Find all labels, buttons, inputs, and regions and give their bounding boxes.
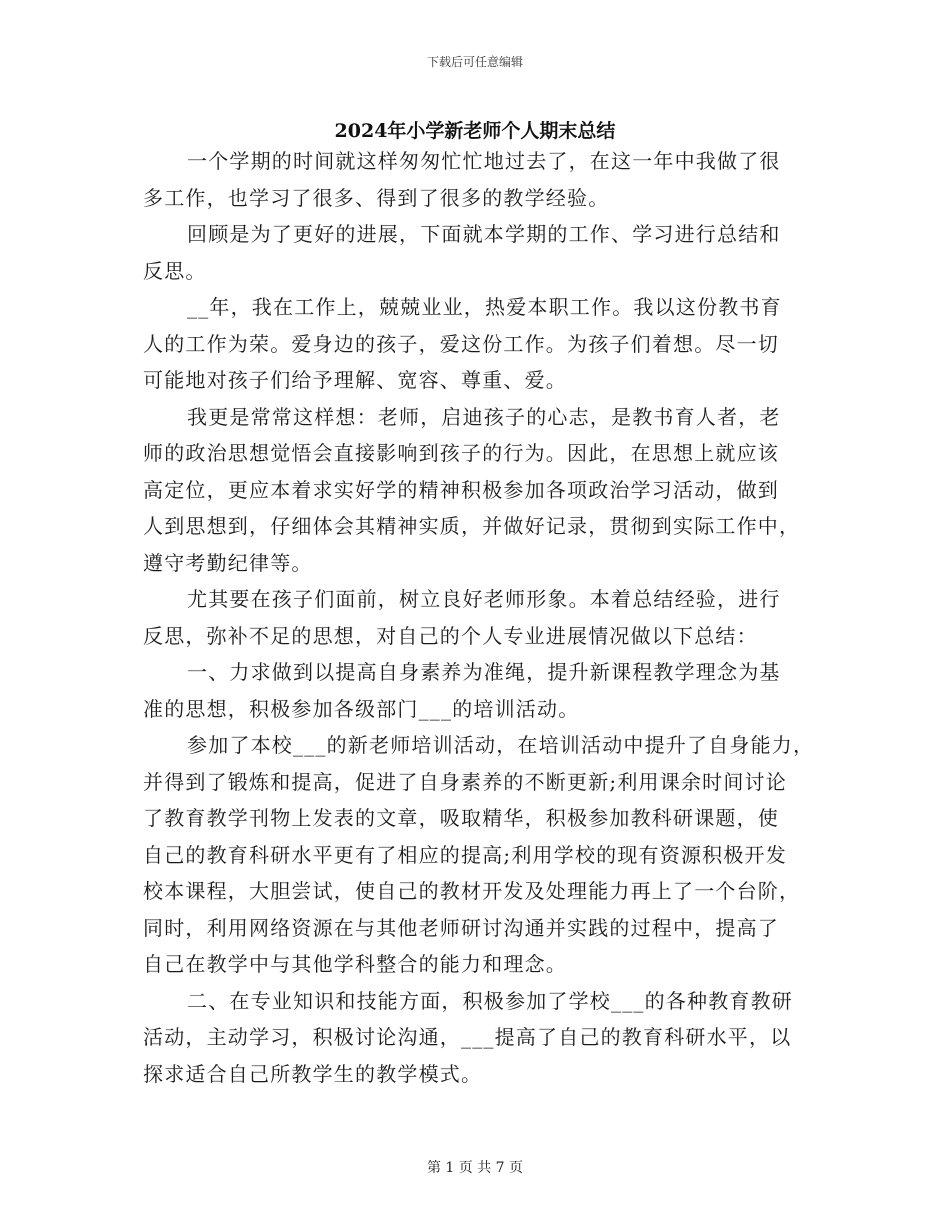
paragraph-line: 可能地对孩子们给予理解、宽容、尊重、爱。	[143, 368, 567, 392]
paragraph-line: 自己的教育科研水平更有了相应的提高;利用学校的现有资源积极开发	[143, 842, 787, 867]
paragraph-line: 师的政治思想觉悟会直接影响到孩子的行为。因此，在思想上就应该	[143, 441, 779, 465]
paragraph-line: 反思。	[143, 258, 207, 283]
paragraph-line: 反思，弥补不足的思想，对自己的个人专业进展情况做以下总结：	[143, 623, 758, 648]
paragraph-line: 探求适合自己所教学生的教学模式。	[143, 1061, 483, 1086]
document-title: 2024年小学新老师个人期末总结	[334, 120, 616, 142]
paragraph-line: 尤其要在孩子们面前，树立良好老师形象。本着总结经验，进行	[187, 587, 781, 611]
paragraph-line: 多工作，也学习了很多、得到了很多的教学经验。	[143, 185, 610, 210]
paragraph-line: 了教育教学刊物上发表的文章，吸取精华，积极参加教科研课题，使	[143, 806, 779, 830]
paragraph-line: 人的工作为荣。爱身边的孩子，爱这份工作。为孩子们着想。尽一切	[143, 331, 779, 356]
paragraph-line: 同时，利用网络资源在与其他老师研讨沟通并实践的过程中，提高了	[143, 915, 779, 940]
paragraph-line: 我更是常常这样想：老师，启迪孩子的心志，是教书育人者，老	[187, 404, 781, 429]
paragraph-line: 校本课程，大胆尝试，使自己的教材开发及处理能力再上了一个台阶，	[143, 879, 801, 903]
paragraph-line: 回顾是为了更好的进展，下面就本学期的工作、学习进行总结和	[187, 222, 781, 246]
document-body	[143, 143, 823, 1092]
paragraph-line: 活动，主动学习，积极讨论沟通，___提高了自己的教育科研水平，以	[143, 1025, 792, 1049]
paragraph-line: 一个学期的时间就这样匆匆忙忙地过去了，在这一年中我做了很	[187, 149, 781, 173]
paragraph-line: 准的思想，积极参加各级部门___的培训活动。	[143, 696, 580, 721]
page-number: 第 1 页 共 7 页	[426, 1160, 524, 1176]
paragraph-line: 一、力求做到以提高自身素养为准绳，提升新课程教学理念为基	[187, 660, 781, 684]
paragraph-line: 参加了本校___的新老师培训活动，在培训活动中提升了自身能力，	[187, 733, 815, 757]
paragraph-line: 并得到了锻炼和提高，促进了自身素养的不断更新;利用课余时间讨论	[143, 769, 787, 794]
paragraph-line: 高定位，更应本着求实好学的精神积极参加各项政治学习活动，做到	[143, 477, 779, 502]
paragraph-line: 遵守考勤纪律等。	[143, 550, 313, 575]
paragraph-line: 人到思想到，仔细体会其精神实质，并做好记录，贯彻到实际工作中，	[143, 514, 801, 538]
paragraph-line: __年，我在工作上，兢兢业业，热爱本职工作。我以这份教书育	[187, 295, 782, 319]
header-note: 下载后可任意编辑	[426, 55, 523, 69]
paragraph-line: 二、在专业知识和技能方面，积极参加了学校___的各种教育教研	[187, 988, 793, 1013]
paragraph-line: 自己在教学中与其他学科整合的能力和理念。	[143, 952, 567, 976]
